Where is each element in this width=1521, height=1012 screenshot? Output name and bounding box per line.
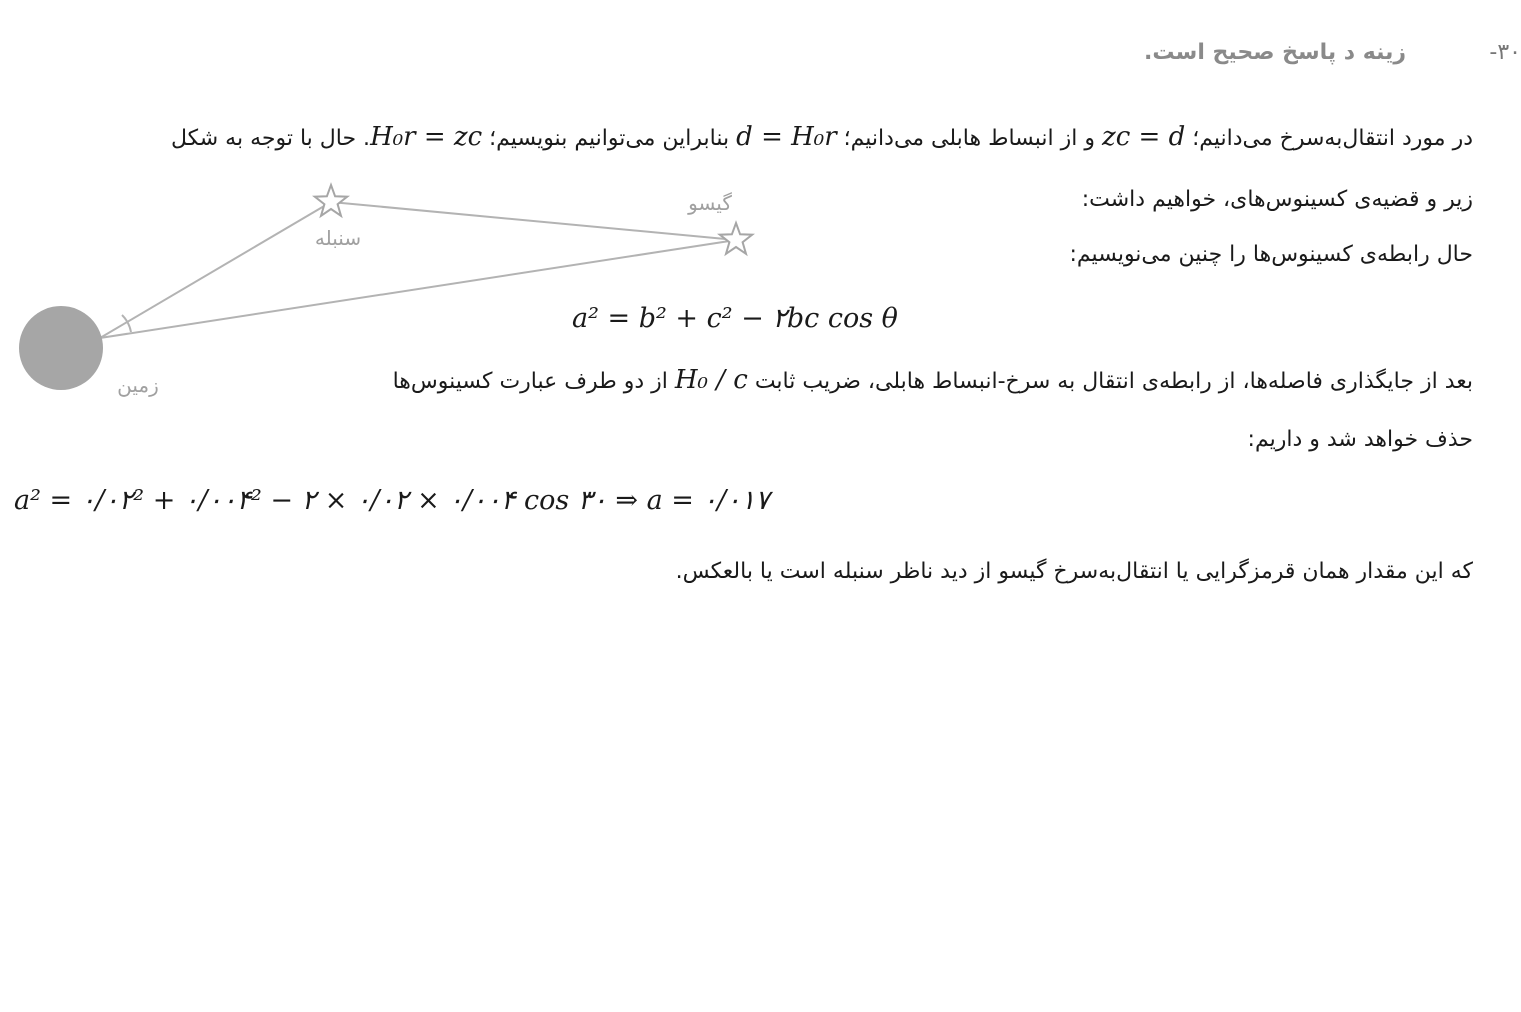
earth-label: زمین — [117, 373, 159, 397]
line1-text-2: و از انبساط هابلی می‌دانیم؛ — [843, 126, 1095, 151]
line1-text-1: در مورد انتقال‌به‌سرخ می‌دانیم؛ — [1192, 126, 1473, 151]
equation-redshift: zc = d — [1102, 122, 1186, 152]
gisu-label: گیسو — [688, 191, 732, 215]
line4-text-1: بعد از جایگذاری فاصله‌ها، از رابطه‌ی انتقال به سرخ-انبساط هابلی، ضریب ثابت — [754, 369, 1473, 394]
sonbole-label: سنبله — [314, 226, 362, 250]
star-gisu-icon — [720, 223, 752, 254]
result-equation: a² = ۰/۰۲² + ۰/۰۰۴² − ۲ × ۰/۰۲ × ۰/۰۰۴ cos ۳۰ ⇒ a = ۰/۰۱۷ — [14, 485, 770, 516]
line1-text-3: بنابراین می‌توانیم بنویسیم؛ — [489, 126, 730, 151]
cosine-law-equation: a² = b² + c² − ۲bc cos θ — [572, 303, 898, 334]
paragraph-line-1 — [171, 122, 1473, 154]
line1-text-4: . حال با توجه به شکل — [170, 126, 371, 151]
line-sonbole-to-gisu — [331, 202, 736, 240]
paragraph-line-2: زیر و قضیه‌ی کسینوس‌های، خواهیم داشت: — [1081, 187, 1473, 212]
answer-header: زینه د پاسخ صحیح است. — [1144, 40, 1406, 65]
line-earth-to-sonbole — [100, 202, 331, 338]
equation-combined: H₀r = zc — [370, 122, 483, 152]
earth-circle — [19, 306, 103, 390]
question-number: -۳۰ — [1489, 40, 1521, 65]
paragraph-line-6: که این مقدار همان قرمزگرایی یا انتقال‌به‌سرخ گیسو از دید ناظر سنبله است یا بالعکس. — [675, 559, 1473, 584]
star-sonbole-icon — [315, 185, 347, 216]
equation-ratio: H₀ / c — [674, 365, 748, 395]
line-earth-to-gisu — [100, 240, 736, 338]
triangle-diagram — [0, 170, 780, 410]
paragraph-line-5: حذف خواهد شد و داریم: — [1247, 427, 1473, 452]
line4-text-2: از دو طرف عبارت کسینوس‌ها — [392, 369, 668, 394]
paragraph-line-3: حال رابطه‌ی کسینوس‌ها را چنین می‌نویسیم: — [1069, 242, 1473, 267]
equation-hubble: d = H₀r — [736, 122, 837, 152]
